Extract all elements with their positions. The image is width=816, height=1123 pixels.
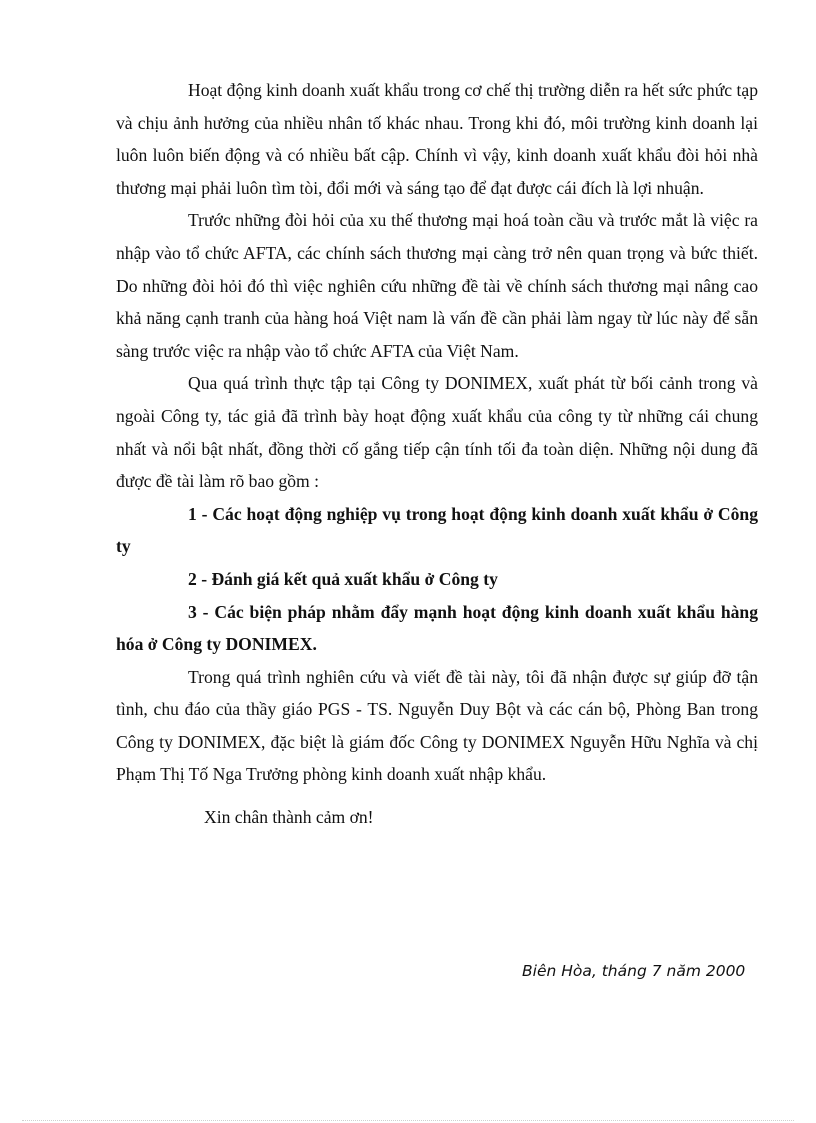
content-item-3: 3 - Các biện pháp nhằm đẩy mạnh hoạt động kinh doanh xuất khẩu hàng hóa ở Công ty DONIMEX. [116, 601, 758, 655]
page-footer-divider [22, 1120, 794, 1121]
document-body [116, 74, 758, 834]
scope-paragraph: Qua quá trình thực tập tại Công ty DONIMEX, xuất phát từ bối cảnh trong và ngoài Công ty, tác giả đã trình bày hoạt động xuất khẩu của công ty từ những cái chung nhất và nổi bật nhất, đồng thời cố gắng tiếp cận tính tối đa toàn diện. Những nội dung đã được đề tài làm rõ bao gồm : [116, 373, 758, 492]
context-paragraph: Trước những đòi hỏi của xu thế thương mại hoá toàn cầu và trước mắt là việc ra nhập vào tổ chức AFTA, các chính sách thương mại càng trở nên quan trọng và bức thiết. Do những đòi hỏi đó thì việc nghiên cứu những đề tài về chính sách thương mại nâng cao khả năng cạnh tranh của hàng hoá Việt nam là vấn đề cần phải làm ngay từ lúc này để sẵn sàng trước việc ra nhập vào tổ chức AFTA của Việt Nam. [116, 210, 758, 361]
content-item-2: 2 - Đánh giá kết quả xuất khẩu ở Công ty [188, 568, 498, 589]
acknowledgement-paragraph: Trong quá trình nghiên cứu và viết đề tài này, tôi đã nhận được sự giúp đỡ tận tình, chu đáo của thầy giáo PGS - TS. Nguyễn Duy Bột và các cán bộ, Phòng Ban trong Công ty DONIMEX, đặc biệt là giám đốc Công ty DONIMEX Nguyễn Hữu Nghĩa và chị Phạm Thị Tố Nga Trưởng phòng kinh doanh xuất nhập khẩu. [116, 666, 758, 785]
content-item-1: 1 - Các hoạt động nghiệp vụ trong hoạt động kinh doanh xuất khẩu ở Công ty [116, 503, 758, 557]
intro-paragraph: Hoạt động kinh doanh xuất khẩu trong cơ chế thị trường diễn ra hết sức phức tạp và chịu ảnh hưởng của nhiều nhân tố khác nhau. Trong khi đó, môi trường kinh doanh lại luôn luôn biến động và có nhiều bất cập. Chính vì vậy, kinh doanh xuất khẩu đòi hỏi nhà thương mại phải luôn tìm tòi, đổi mới và sáng tạo để đạt được cái đích là lợi nhuận. [116, 80, 758, 198]
closing-line: Xin chân thành cảm ơn! [204, 807, 374, 828]
place-date: Biên Hòa, tháng 7 năm 2000 [522, 962, 746, 980]
